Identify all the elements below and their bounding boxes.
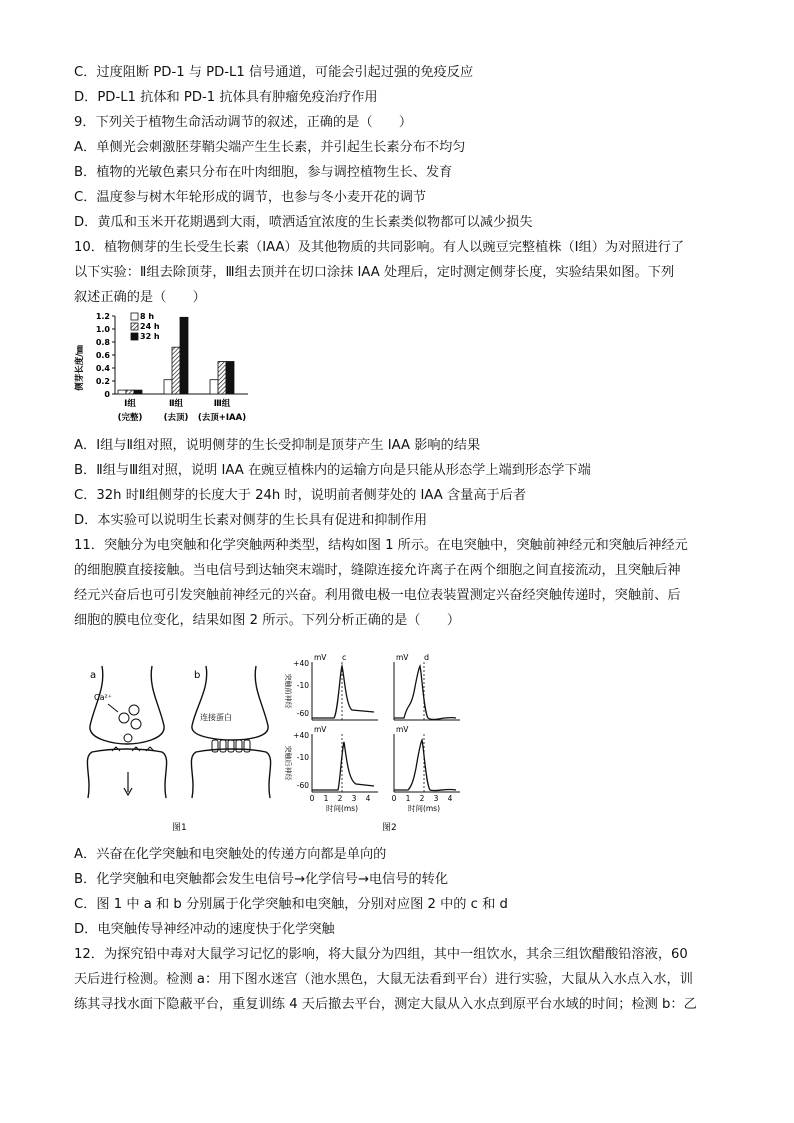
- fig1-vesicle: [129, 705, 139, 715]
- chart-ytick-label: 0.6: [95, 351, 110, 360]
- chart-legend-swatch: [131, 313, 138, 320]
- chart-legend-label: 8 h: [140, 312, 155, 321]
- fig2-xtick-label: 4: [447, 794, 453, 803]
- fig2-ytick-label: -10: [296, 681, 309, 690]
- chart-legend-swatch: [131, 323, 138, 330]
- chart-bar: [134, 390, 142, 394]
- fig2-potential-trace: [394, 666, 456, 719]
- chart-legend-swatch: [131, 333, 138, 340]
- fig2-ytick-label: +40: [293, 731, 309, 740]
- q10-stem-line1: 10．植物侧芽的生长受生长素（IAA）及其他物质的共同影响。有人以豌豆完整植株（Ⅰ组）为对照进行了: [74, 240, 685, 255]
- fig2-column-label: c: [342, 653, 347, 662]
- q11-stem-line2: 的细胞膜直接接触。当电信号到达轴突末端时，缝隙连接允许离子在两个细胞之间直接流动，且突触后神: [74, 563, 681, 578]
- fig2-unit: mV: [396, 653, 409, 662]
- fig1-caption: 图1: [172, 823, 187, 833]
- chart-legend-label: 24 h: [140, 322, 160, 331]
- chart-category-label: Ⅰ组: [124, 399, 136, 409]
- q9-option-d: D．黄瓜和玉米开花期遇到大雨，喷洒适宜浓度的生长素类似物都可以减少损失: [74, 215, 533, 230]
- chart-bar: [172, 347, 180, 394]
- chart-category-note: (去顶): [163, 413, 189, 423]
- q8-option-d: D．PD-L1 抗体和 PD-1 抗体具有肿瘤免疫治疗作用: [74, 90, 378, 105]
- chart-bar: [218, 362, 226, 395]
- fig2-xtick-label: 0: [309, 794, 315, 803]
- chart-legend-label: 32 h: [140, 332, 160, 341]
- q11-stem-line1: 11．突触分为电突触和化学突触两种类型，结构如图 1 所示。在电突触中，突触前神经元和突触后神经元: [74, 538, 688, 553]
- fig2-ytick-label: -60: [296, 781, 309, 790]
- q9-option-b: B．植物的光敏色素只分布在叶肉细胞，参与调控植物生长、发育: [74, 165, 453, 180]
- fig2-panel: [394, 653, 460, 720]
- fig2-xtick-label: 4: [365, 794, 371, 803]
- chart-ytick-label: 0: [104, 390, 110, 399]
- chart-ytick-label: 0.2: [95, 377, 110, 386]
- fig2-row-label: 突触后神经: [284, 745, 292, 781]
- fig2-potential-trace: [312, 666, 374, 718]
- fig2-xtick-label: 2: [337, 794, 343, 803]
- chart-bar: [210, 380, 218, 394]
- figure-1-synapses: [72, 648, 282, 838]
- fig2-unit: mV: [396, 725, 409, 734]
- chart-bar: [226, 362, 234, 395]
- q10-stem-line3: 叙述正确的是（ ）: [74, 290, 206, 305]
- q11-option-c: C．图 1 中 a 和 b 分别属于化学突触和电突触，分别对应图 2 中的 c 和 d: [74, 897, 508, 912]
- q10-option-b: B．Ⅱ组与Ⅲ组对照，说明 IAA 在豌豆植株内的运输方向是只能从形态学上端到形态学下端: [74, 463, 591, 478]
- fig2-xtick-label: 3: [433, 794, 439, 803]
- q10-stem-line2: 以下实验：Ⅱ组去除顶芽，Ⅲ组去顶并在切口涂抹 IAA 处理后，定时测定侧芽长度，实验结果如图。下列: [74, 265, 675, 280]
- fig2-unit: mV: [314, 725, 327, 734]
- q10-option-c: C．32h 时Ⅱ组侧芽的长度大于 24h 时，说明前者侧芽处的 IAA 含量高于后者: [74, 488, 527, 503]
- q12-stem-line3: 练其寻找水面下隐蔽平台，重复训练 4 天后撤去平台，测定大鼠从入水点到原平台水域的时间；检测 b：乙: [74, 997, 697, 1012]
- fig2-potential-trace: [394, 740, 456, 791]
- fig2-row-label: 突触前神经: [284, 673, 292, 709]
- q9-option-a: A．单侧光会刺激胚芽鞘尖端产生生长素，并引起生长素分布不均匀: [74, 140, 466, 155]
- fig2-xtick-label: 3: [351, 794, 357, 803]
- chart-bar: [126, 390, 134, 394]
- fig1-ca-ion: Ca²⁺: [94, 693, 112, 702]
- q9-stem: 9．下列关于植物生命活动调节的叙述，正确的是（ ）: [74, 115, 413, 130]
- fig2-column-label: d: [424, 653, 430, 662]
- fig2-ytick-label: +40: [293, 659, 309, 668]
- fig1a-presynaptic-terminal: [90, 666, 164, 744]
- fig2-panel: [392, 725, 460, 813]
- chart-bar: [180, 317, 188, 394]
- fig1a-postsynaptic-membrane: [87, 749, 166, 798]
- chart-category-note: (去顶+IAA): [197, 413, 247, 423]
- fig2-xlabel: 时间(ms): [407, 804, 441, 813]
- fig1b-postsynaptic-membrane: [191, 749, 270, 798]
- fig1-vesicle: [131, 719, 141, 729]
- fig2-panel: [284, 725, 378, 813]
- q11-option-d: D．电突触传导神经冲动的速度快于化学突触: [74, 922, 335, 937]
- chart-category-label: Ⅲ组: [213, 399, 231, 409]
- chart-ytick-label: 0.8: [95, 338, 110, 347]
- fig2-ytick-label: -60: [296, 709, 309, 718]
- fig2-ytick-label: -10: [296, 753, 309, 762]
- fig1-label-a: a: [90, 670, 97, 681]
- fig1-vesicle-release: [124, 734, 132, 742]
- q10-option-a: A．Ⅰ组与Ⅱ组对照，说明侧芽的生长受抑制是顶芽产生 IAA 影响的结果: [74, 438, 481, 453]
- lateral-bud-length-chart: [72, 310, 272, 428]
- fig2-xlabel: 时间(ms): [325, 804, 359, 813]
- chart-ylabel: 侧芽长度/㎜: [75, 345, 85, 391]
- chart-bar: [118, 390, 126, 394]
- fig2-xtick-label: 0: [391, 794, 397, 803]
- q10-option-d: D．本实验可以说明生长素对侧芽的生长具有促进和抑制作用: [74, 513, 428, 528]
- fig1-gap-junction-channels: [212, 740, 250, 752]
- figure-2-potentials: [282, 648, 462, 838]
- fig2-xtick-label: 2: [419, 794, 425, 803]
- q12-stem-line2: 天后进行检测。检测 a：用下图水迷宫（池水黑色，大鼠无法看到平台）进行实验，大鼠从入水点入水，训: [74, 972, 693, 987]
- q12-stem-line1: 12．为探究铅中毒对大鼠学习记忆的影响，将大鼠分为四组，其中一组饮水，其余三组饮醋酸铅溶液，60: [74, 947, 688, 962]
- chart-ytick-label: 0.4: [95, 364, 110, 373]
- q9-option-c: C．温度参与树木年轮形成的调节，也参与冬小麦开花的调节: [74, 190, 427, 205]
- fig1-vesicle: [119, 713, 129, 723]
- chart-category-note: (完整): [117, 413, 143, 423]
- fig2-unit: mV: [314, 653, 327, 662]
- q11-option-b: B．化学突触和电突触都会发生电信号→化学信号→电信号的转化: [74, 872, 449, 887]
- fig2-potential-trace: [312, 742, 374, 790]
- chart-category-label: Ⅱ组: [168, 399, 184, 409]
- fig2-xtick-label: 1: [405, 794, 411, 803]
- fig1-label-b: b: [194, 670, 201, 681]
- fig1-connexin-label: 连接蛋白: [200, 713, 232, 722]
- chart-bar: [164, 380, 172, 394]
- fig2-caption: 图2: [382, 823, 397, 833]
- fig1b-presynaptic-terminal: [192, 666, 268, 740]
- chart-ytick-label: 1.0: [95, 325, 110, 334]
- q11-stem-line4: 细胞的膜电位变化，结果如图 2 所示。下列分析正确的是（ ）: [74, 613, 461, 628]
- q11-option-a: A．兴奋在化学突触和电突触处的传递方向都是单向的: [74, 847, 387, 862]
- chart-ytick-label: 1.2: [95, 312, 110, 321]
- q8-option-c: C．过度阻断 PD-1 与 PD-L1 信号通道，可能会引起过强的免疫反应: [74, 65, 474, 80]
- fig2-xtick-label: 1: [323, 794, 329, 803]
- fig1-ca-arrow: [108, 704, 118, 712]
- fig2-panel: [284, 653, 378, 720]
- q11-stem-line3: 经元兴奋后也可引发突触前神经元的兴奋。利用微电极一电位表装置测定兴奋经突触传递时，突触前、后: [74, 588, 681, 603]
